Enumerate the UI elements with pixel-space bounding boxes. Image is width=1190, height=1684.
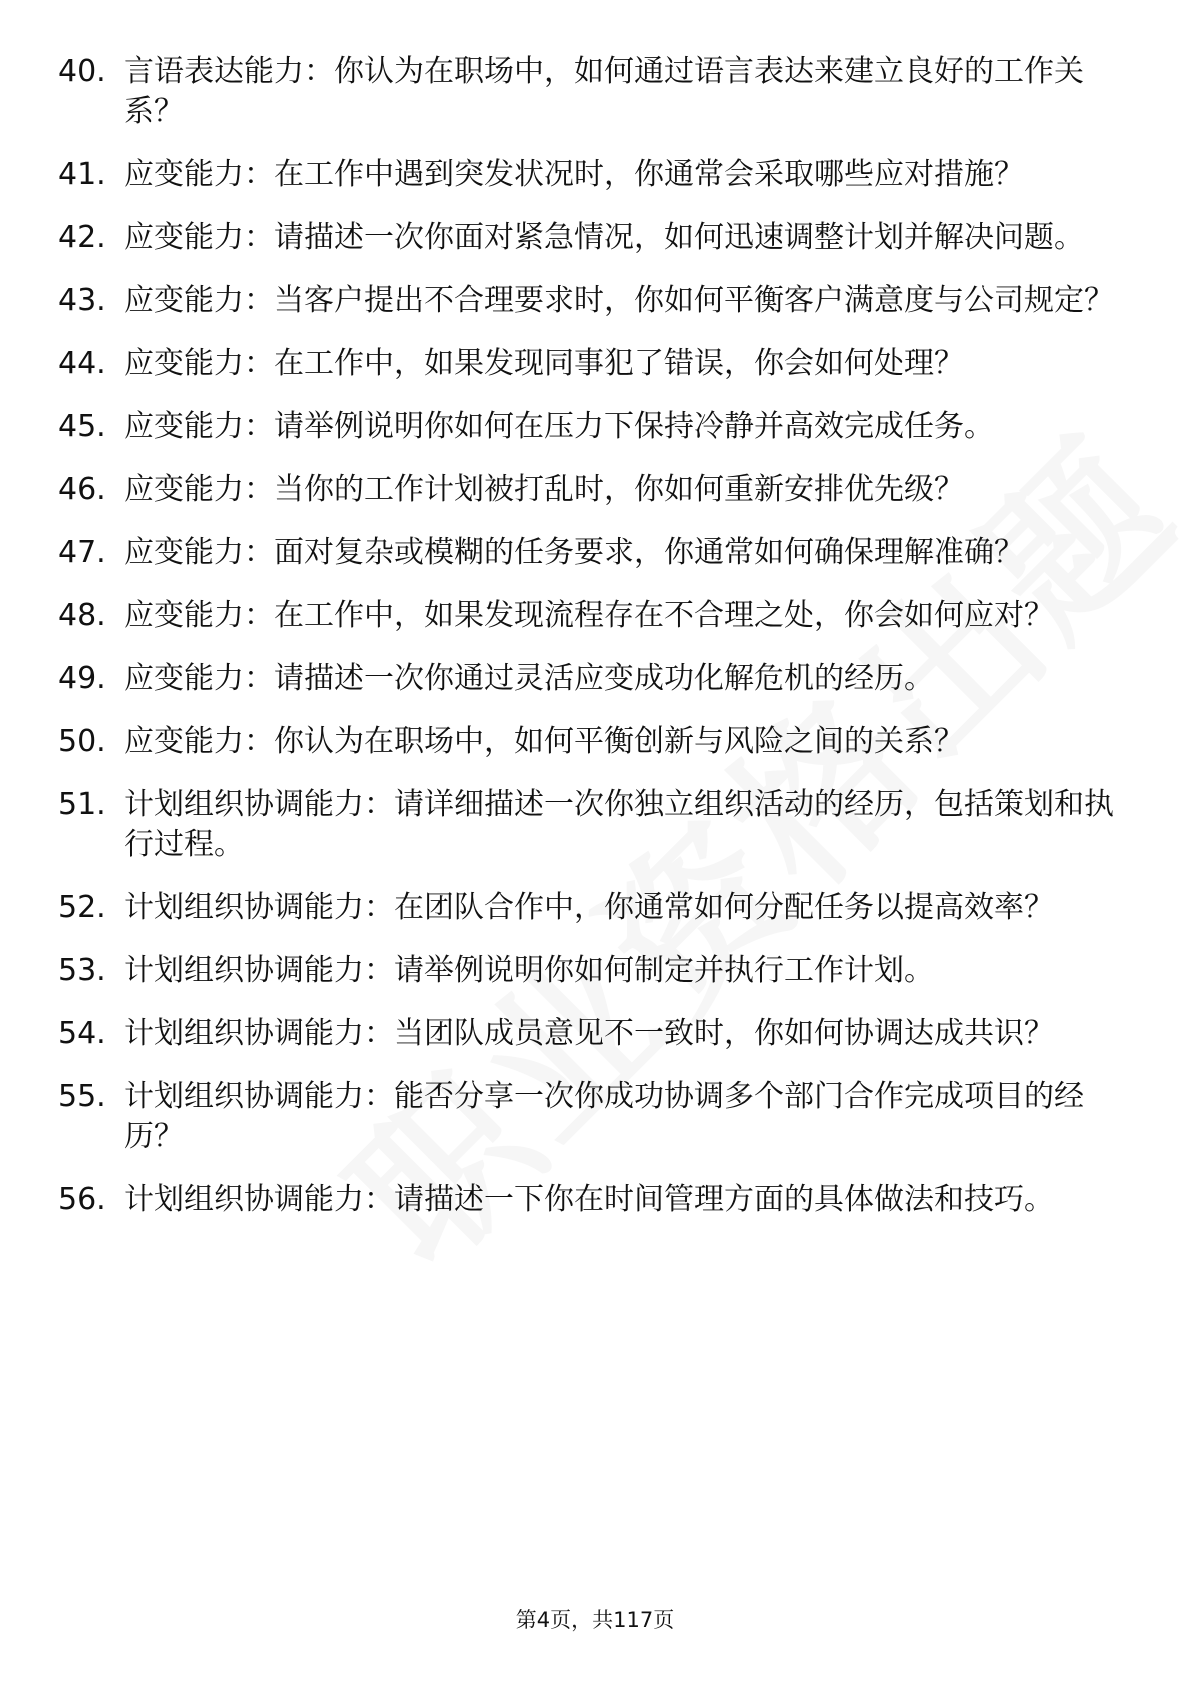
question-item bbox=[58, 218, 1118, 258]
question-number: 49. bbox=[58, 661, 106, 696]
question-text: 计划组织协调能力：请举例说明你如何制定并执行工作计划。 bbox=[124, 953, 934, 988]
question-text: 计划组织协调能力：能否分享一次你成功协调多个部门合作完成项目的经历？ bbox=[124, 1079, 1084, 1154]
question-text: 应变能力：请描述一次你面对紧急情况，如何迅速调整计划并解决问题。 bbox=[124, 220, 1084, 255]
question-text: 应变能力：在工作中，如果发现流程存在不合理之处，你会如何应对？ bbox=[124, 598, 1054, 633]
question-number: 48. bbox=[58, 598, 106, 633]
question-number: 45. bbox=[58, 409, 106, 444]
question-number: 40. bbox=[58, 54, 106, 89]
question-number: 53. bbox=[58, 953, 106, 988]
question-number: 42. bbox=[58, 220, 106, 255]
question-number: 52. bbox=[58, 890, 106, 925]
question-item bbox=[58, 722, 1118, 762]
question-item bbox=[58, 1014, 1118, 1054]
question-item bbox=[58, 1077, 1118, 1157]
question-text: 应变能力：在工作中遇到突发状况时，你通常会采取哪些应对措施？ bbox=[124, 157, 1024, 192]
question-text: 计划组织协调能力：请详细描述一次你独立组织活动的经历，包括策划和执行过程。 bbox=[124, 787, 1114, 862]
question-item bbox=[58, 155, 1118, 195]
question-number: 43. bbox=[58, 283, 106, 318]
question-number: 54. bbox=[58, 1016, 106, 1051]
question-text: 应变能力：当你的工作计划被打乱时，你如何重新安排优先级？ bbox=[124, 472, 964, 507]
question-text: 计划组织协调能力：在团队合作中，你通常如何分配任务以提高效率？ bbox=[124, 890, 1054, 925]
question-text: 计划组织协调能力：请描述一下你在时间管理方面的具体做法和技巧。 bbox=[124, 1182, 1054, 1217]
question-item bbox=[58, 407, 1118, 447]
question-number: 41. bbox=[58, 157, 106, 192]
question-text: 应变能力：面对复杂或模糊的任务要求，你通常如何确保理解准确？ bbox=[124, 535, 1024, 570]
question-text: 计划组织协调能力：当团队成员意见不一致时，你如何协调达成共识？ bbox=[124, 1016, 1054, 1051]
question-text: 应变能力：请描述一次你通过灵活应变成功化解危机的经历。 bbox=[124, 661, 934, 696]
question-item bbox=[58, 52, 1118, 132]
question-number: 51. bbox=[58, 787, 106, 822]
question-item bbox=[58, 659, 1118, 699]
question-item bbox=[58, 951, 1118, 991]
question-item bbox=[58, 1180, 1118, 1220]
question-text: 应变能力：你认为在职场中，如何平衡创新与风险之间的关系？ bbox=[124, 724, 964, 759]
question-number: 46. bbox=[58, 472, 106, 507]
question-text: 应变能力：请举例说明你如何在压力下保持冷静并高效完成任务。 bbox=[124, 409, 994, 444]
question-text: 言语表达能力：你认为在职场中，如何通过语言表达来建立良好的工作关系？ bbox=[124, 54, 1084, 129]
question-item bbox=[58, 888, 1118, 928]
question-item bbox=[58, 470, 1118, 510]
question-number: 44. bbox=[58, 346, 106, 381]
page-footer: 第4页，共117页 bbox=[515, 1608, 675, 1632]
question-item bbox=[58, 344, 1118, 384]
question-list bbox=[58, 52, 1118, 1243]
question-item bbox=[58, 785, 1118, 865]
question-item bbox=[58, 596, 1118, 636]
question-text: 应变能力：当客户提出不合理要求时，你如何平衡客户满意度与公司规定？ bbox=[124, 283, 1114, 318]
question-item bbox=[58, 533, 1118, 573]
question-number: 50. bbox=[58, 724, 106, 759]
question-number: 47. bbox=[58, 535, 106, 570]
question-text: 应变能力：在工作中，如果发现同事犯了错误，你会如何处理？ bbox=[124, 346, 964, 381]
question-number: 55. bbox=[58, 1079, 106, 1114]
question-number: 56. bbox=[58, 1182, 106, 1217]
question-item bbox=[58, 281, 1118, 321]
